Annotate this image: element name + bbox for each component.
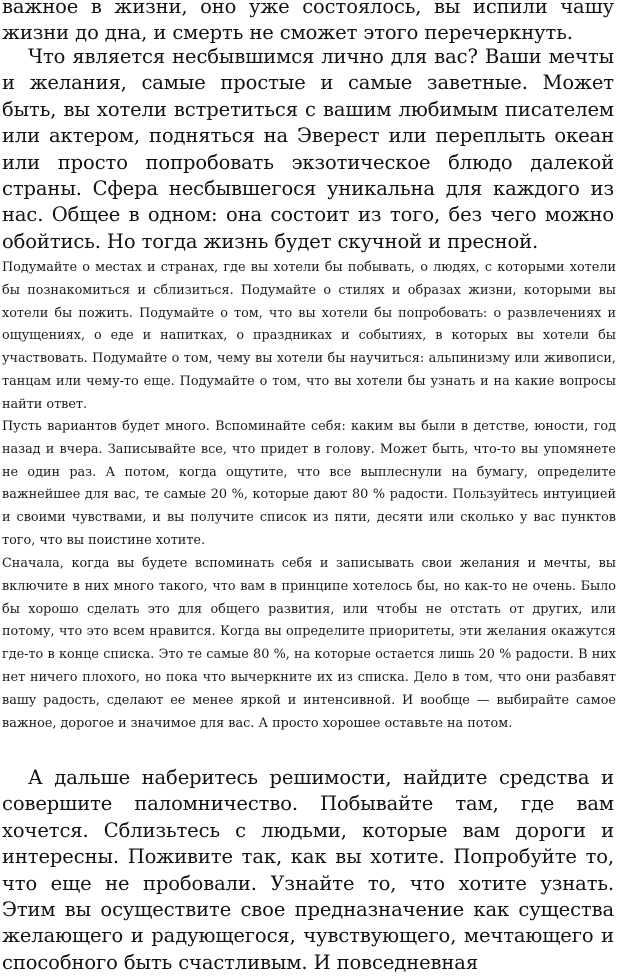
paragraph-continuation: важное в жизни, оно уже состоялось, вы испили чашу жизни до дна, и смерть не сможет этого перечеркнуть. (2, 0, 614, 45)
exercise-paragraph-priorities: Сначала, когда вы будете вспоминать себя и записывать свои желания и мечты, вы включите в них много такого, что вам в принципе хотелось бы, но как-то не очень. Было бы хорошо сделать это для общего развития, или чтобы не отстать от других, или потому, что это всем нравится. Когда вы определите приоритеты, эти желания окажутся где-то в конце списка. Это те самые 80 %, на которые остается лишь 20 % радости. В них нет ничего плохого, но пока что вычеркните их из списка. Дело в том, что они разбавят вашу радость, сделают ее менее яркой и интенсивной. И вообще — выбирайте самое важное, дорогое и значимое для вас. А просто хорошее оставьте на потом. (2, 556, 616, 731)
exercise-paragraph-places: Подумайте о местах и странах, где вы хотели бы побывать, о людях, с которыми хотели бы познакомиться и сблизиться. Подумайте о стилях и образах жизни, которыми вы хотели бы пожить. Подумайте о том, что вы хотели бы попробовать: о развлечениях и ощущениях, о еде и напитках, о праздниках и событиях, в которых вы хотели бы участвовать. Подумайте о том, чему вы хотели бы научиться: альпинизму или живописи, танцам или чему-то еще. Подумайте о том, что вы хотели бы узнать и на какие вопросы найти ответ. (2, 260, 616, 412)
paragraph-unfulfilled: Что является несбывшимся лично для вас? Ваши мечты и желания, самые простые и самые заветные. Может быть, вы хотели встретиться с вашим любимым писателем или актером, подняться на Эверест или переплыть океан или просто попробовать экзотическое блюдо далекой страны. Сфера несбывшегося уникальна для каждого из нас. Общее в одном: она состоит из того, без чего можно обойтись. Но тогда жизнь будет скучной и пресной. (2, 45, 614, 253)
exercise-paragraph-options: Пусть вариантов будет много. Вспоминайте себя: каким вы были в детстве, юности, год назад и вчера. Записывайте все, что придет в голову. Может быть, что-то вы упомянете не один раз. А потом, когда ощутите, что все выплеснули на бумагу, определите важнейшее для вас, те самые 20 %, которые дают 80 % радости. Пользуйтесь интуицией и своими чувствами, и вы получите список из пяти, десяти или сколько у вас пунктов того, что вы поистине хотите. (2, 419, 616, 548)
paragraph-pilgrimage: А дальше наберитесь решимости, найдите средства и совершите паломничество. Побывайте там, где вам хочется. Сблизьтесь с людьми, которые вам дороги и интересны. Поживите так, как вы хотите. Попробуйте то, что еще не пробовали. Узнайте то, что хотите узнать. Этим вы осуществите свое предназначение как существа желающего и радующегося, чувствующего, мечтающего и способного быть счастливым. И повседневная (2, 766, 614, 974)
